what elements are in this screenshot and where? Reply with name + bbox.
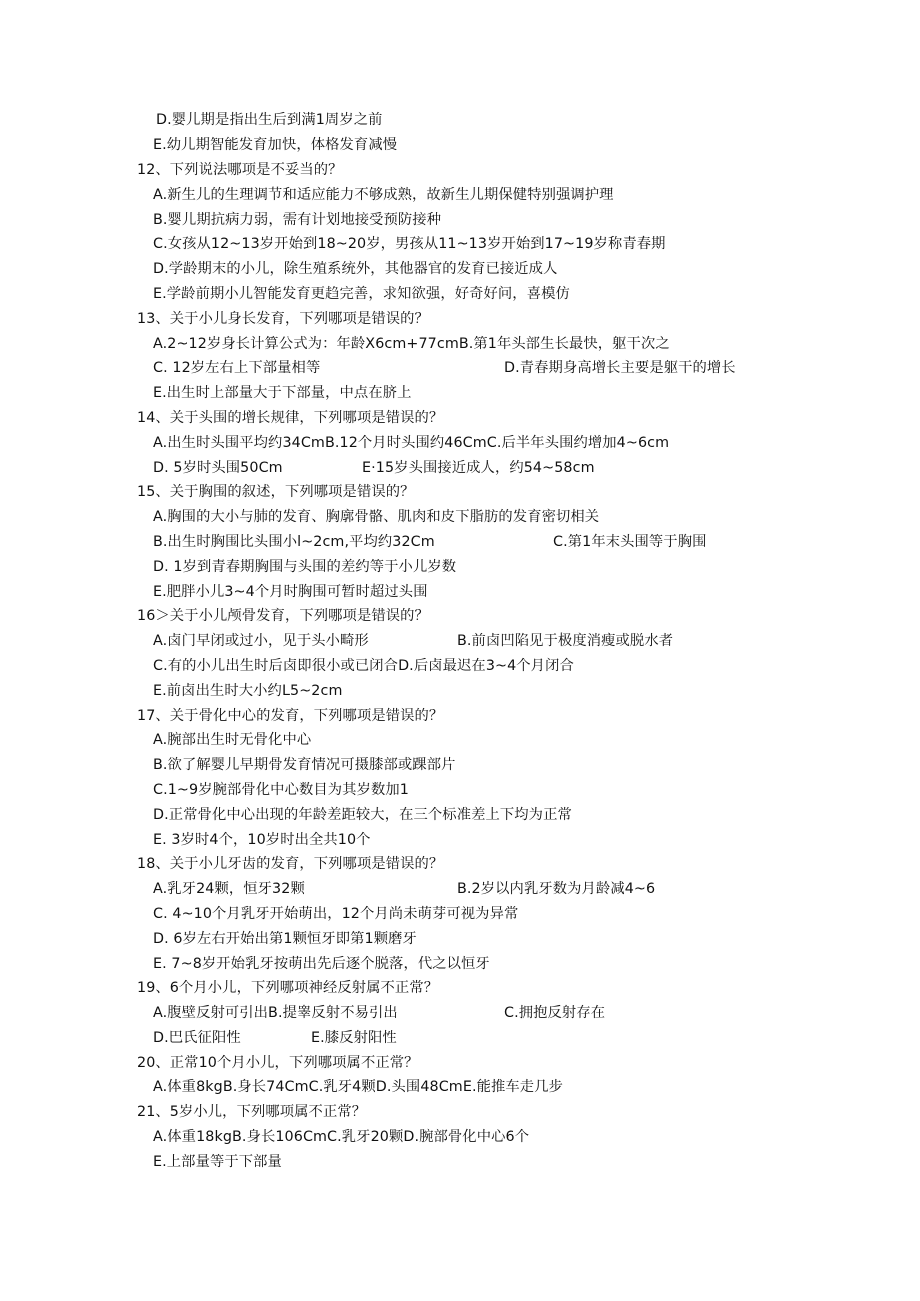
option-line: B.出生时胸围比头围小l~2cm,平均约32Cm xyxy=(153,534,435,550)
question-line: 16＞关于小儿颅骨发育，下列哪项是错误的？ xyxy=(137,608,429,624)
option-line: E. 3岁时4个，10岁时出全共10个 xyxy=(153,832,371,848)
option-line: A.胸围的大小与肺的发育、胸廓骨骼、肌肉和皮下脂肪的发育密切相关 xyxy=(153,509,600,525)
option-line: E.前卤出生时大小约L5~2cm xyxy=(153,683,343,699)
question-line: 14、关于头围的增长规律，下列哪项是错误的？ xyxy=(137,410,444,426)
option-line: E.出生时上部量大于下部量，中点在脐上 xyxy=(153,385,412,401)
option-line: A.腕部出生时无骨化中心 xyxy=(153,732,312,748)
option-line: B.婴儿期抗病力弱，需有计划地接受预防接种 xyxy=(153,212,442,228)
option-line: D.青春期身高增长主要是躯干的增长 xyxy=(504,360,736,376)
option-line: C. 12岁左右上下部量相等 xyxy=(153,360,321,376)
option-line: E.膝反射阳性 xyxy=(311,1030,397,1046)
option-line: E.幼儿期智能发育加快，体格发育减慢 xyxy=(153,137,398,153)
question-line: 20、正常10个月小儿，下列哪项属不正常？ xyxy=(137,1055,419,1071)
option-line: C. 4~10个月乳牙开始萌出，12个月尚未萌芽可视为异常 xyxy=(153,906,519,922)
option-line: C.第1年末头围等于胸围 xyxy=(553,534,707,550)
option-line: D. 5岁时头围50Cm xyxy=(153,460,283,476)
option-line: A.2~12岁身长计算公式为：年龄X6cm+77cmB.第1年头部生长最快，躯干次之 xyxy=(153,336,670,352)
option-line: C.有的小儿出生时后卤即很小或已闭合D.后卤最迟在3~4个月闭合 xyxy=(153,658,574,674)
question-line: 17、关于骨化中心的发育，下列哪项是错误的？ xyxy=(137,708,444,724)
option-line: D.巴氏征阳性 xyxy=(153,1030,241,1046)
option-line: E.学龄前期小儿智能发育更趋完善，求知欲强，好奇好问，喜模仿 xyxy=(153,286,570,302)
question-line: 18、关于小儿牙齿的发育，下列哪项是错误的？ xyxy=(137,856,444,872)
question-line: 19、6个月小儿，下列哪项神经反射属不正常？ xyxy=(137,980,439,996)
option-line: C.女孩从12~13岁开始到18~20岁，男孩从11~13岁开始到17~19岁称青春期 xyxy=(153,236,666,252)
option-line: C.拥抱反射存在 xyxy=(504,1005,606,1021)
option-line: D. 1岁到青春期胸围与头围的差约等于小儿岁数 xyxy=(153,559,457,575)
option-line: A.出生时头围平均约34CmB.12个月时头围约46CmC.后半年头围约增加4~6cm xyxy=(153,435,670,451)
option-line: D. 6岁左右开始出第1颗恒牙即第1颗磨牙 xyxy=(153,931,417,947)
option-line: D.正常骨化中心出现的年龄差距较大，在三个标准差上下均为正常 xyxy=(153,807,572,823)
option-line: A.新生儿的生理调节和适应能力不够成熟，故新生儿期保健特别强调护理 xyxy=(153,187,614,203)
option-line: D.学龄期末的小儿，除生殖系统外，其他器官的发育已接近成人 xyxy=(153,261,558,277)
option-line: E.肥胖小儿3~4个月时胸围可暂时超过头围 xyxy=(153,584,428,600)
option-line: B.前卤凹陷见于极度消瘦或脱水者 xyxy=(457,633,674,649)
option-line: E·15岁头围接近成人，约54~58cm xyxy=(362,460,595,476)
option-line: A.体重8kgB.身长74CmC.乳牙4颗D.头围48CmE.能推车走几步 xyxy=(153,1079,563,1095)
option-line: B.欲了解婴儿早期骨发育情况可摄膝部或踝部片 xyxy=(153,757,456,773)
question-line: 13、关于小儿身长发育，下列哪项是错误的？ xyxy=(137,311,429,327)
question-line: 21、5岁小儿，下列哪项属不正常？ xyxy=(137,1104,367,1120)
option-line: A.腹壁反射可引出B.提睾反射不易引出 xyxy=(153,1005,398,1021)
option-line: E. 7~8岁开始乳牙按萌出先后逐个脱落，代之以恒牙 xyxy=(153,956,490,972)
option-line: C.1~9岁腕部骨化中心数目为其岁数加1 xyxy=(153,782,409,798)
option-line: D.婴儿期是指出生后到满1周岁之前 xyxy=(156,112,383,128)
option-line: E.上部量等于下部量 xyxy=(153,1154,282,1170)
option-line: A.体重18kgB.身长106CmC.乳牙20颗D.腕部骨化中心6个 xyxy=(153,1129,530,1145)
option-line: A.乳牙24颗，恒牙32颗 xyxy=(153,881,305,897)
option-line: B.2岁以内乳牙数为月龄减4~6 xyxy=(457,881,656,897)
question-line: 12、下列说法哪项是不妥当的？ xyxy=(137,162,343,178)
option-line: A.卤门早闭或过小，见于头小畸形 xyxy=(153,633,369,649)
question-line: 15、关于胸围的叙述，下列哪项是错误的？ xyxy=(137,484,415,500)
